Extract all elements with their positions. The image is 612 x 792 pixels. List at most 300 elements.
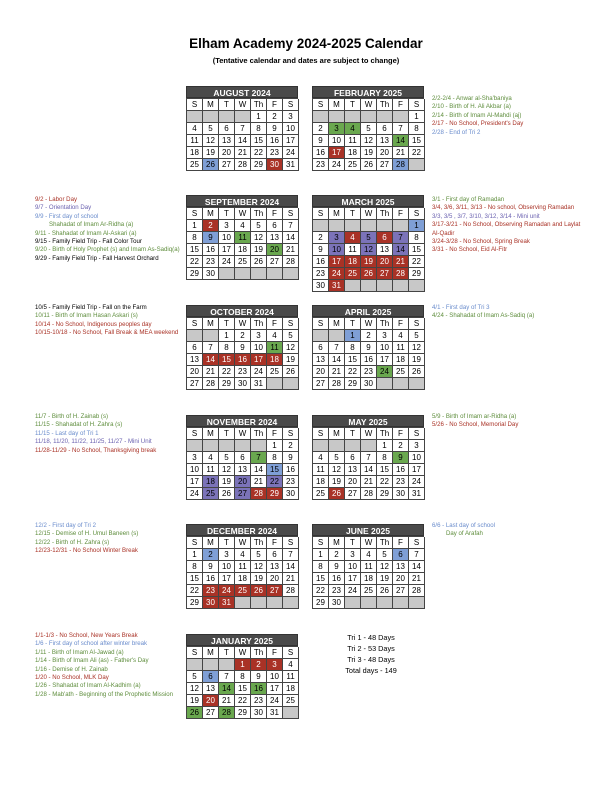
day-cell: 25 bbox=[187, 159, 203, 171]
day-cell: 27 bbox=[377, 268, 393, 280]
day-cell: 4 bbox=[393, 330, 409, 342]
weekday-header: F bbox=[267, 208, 283, 220]
day-cell: 6 bbox=[235, 452, 251, 464]
day-cell: 21 bbox=[329, 366, 345, 378]
day-cell: 17 bbox=[267, 683, 283, 695]
day-cell: 19 bbox=[409, 354, 425, 366]
day-cell: 25 bbox=[361, 585, 377, 597]
weekday-header: W bbox=[235, 208, 251, 220]
empty-day-cell bbox=[267, 597, 283, 609]
weekday-header: F bbox=[393, 208, 409, 220]
day-cell: 6 bbox=[377, 232, 393, 244]
day-cell: 20 bbox=[313, 366, 329, 378]
day-cell: 14 bbox=[361, 464, 377, 476]
day-cell: 1 bbox=[313, 549, 329, 561]
day-cell: 10 bbox=[219, 232, 235, 244]
day-cell: 26 bbox=[251, 585, 267, 597]
day-cell: 20 bbox=[219, 147, 235, 159]
day-cell: 2 bbox=[329, 549, 345, 561]
weekday-header: W bbox=[235, 428, 251, 440]
day-cell: 26 bbox=[203, 159, 219, 171]
month-grid bbox=[312, 98, 424, 171]
day-cell: 8 bbox=[313, 561, 329, 573]
day-cell: 13 bbox=[267, 232, 283, 244]
day-cell: 21 bbox=[361, 476, 377, 488]
empty-day-cell bbox=[377, 111, 393, 123]
day-cell: 5 bbox=[251, 220, 267, 232]
day-cell: 4 bbox=[235, 549, 251, 561]
day-cell: 28 bbox=[283, 585, 299, 597]
weekday-header: Th bbox=[377, 318, 393, 330]
weekday-header: F bbox=[267, 428, 283, 440]
day-cell: 8 bbox=[267, 452, 283, 464]
day-cell: 22 bbox=[409, 256, 425, 268]
note-line: 2/2-2/4 - Anwar al-Sha'baniya bbox=[432, 95, 512, 102]
day-cell: 29 bbox=[377, 488, 393, 500]
notes-nov bbox=[35, 413, 185, 455]
day-cell: 4 bbox=[267, 330, 283, 342]
note-line: 10/15-10/18 - No School, Fall Break & MEA weekend bbox=[35, 329, 179, 337]
empty-day-cell bbox=[203, 330, 219, 342]
day-cell: 21 bbox=[409, 573, 425, 585]
empty-day-cell bbox=[235, 111, 251, 123]
day-cell: 30 bbox=[203, 597, 219, 609]
empty-day-cell bbox=[409, 597, 425, 609]
day-cell: 9 bbox=[361, 342, 377, 354]
weekday-header: T bbox=[345, 99, 361, 111]
day-cell: 21 bbox=[283, 244, 299, 256]
calendar-apr bbox=[312, 305, 424, 390]
note-line: 11/15 - Shahadat of H. Zahra (s) bbox=[35, 421, 123, 429]
day-cell: 7 bbox=[203, 342, 219, 354]
day-cell: 27 bbox=[203, 707, 219, 719]
weekday-header: S bbox=[283, 428, 299, 440]
day-cell: 7 bbox=[393, 123, 409, 135]
empty-day-cell bbox=[203, 440, 219, 452]
day-cell: 21 bbox=[235, 147, 251, 159]
empty-day-cell bbox=[345, 597, 361, 609]
day-cell: 26 bbox=[251, 256, 267, 268]
day-cell: 15 bbox=[267, 464, 283, 476]
day-cell: 29 bbox=[187, 268, 203, 280]
weekday-header: M bbox=[329, 537, 345, 549]
weekday-header: S bbox=[187, 537, 203, 549]
weekday-header: W bbox=[361, 537, 377, 549]
day-cell: 27 bbox=[345, 488, 361, 500]
day-cell: 9 bbox=[283, 452, 299, 464]
day-cell: 19 bbox=[219, 476, 235, 488]
day-cell: 5 bbox=[361, 232, 377, 244]
day-cell: 23 bbox=[267, 147, 283, 159]
day-cell: 14 bbox=[409, 561, 425, 573]
day-cell: 4 bbox=[203, 452, 219, 464]
notes-feb bbox=[432, 95, 582, 137]
day-cell: 2 bbox=[235, 330, 251, 342]
empty-day-cell bbox=[267, 378, 283, 390]
day-cell: 14 bbox=[393, 135, 409, 147]
day-cell: 13 bbox=[187, 354, 203, 366]
month-grid bbox=[186, 536, 298, 609]
day-cell: 4 bbox=[345, 123, 361, 135]
weekday-header: M bbox=[329, 318, 345, 330]
empty-day-cell bbox=[361, 280, 377, 292]
note-line: 1/11 - Birth of Imam Al-Jawad (a) bbox=[35, 648, 124, 656]
day-cell: 13 bbox=[267, 561, 283, 573]
month-title: AUGUST 2024 bbox=[186, 86, 298, 98]
note-line: 11/28-11/29 - No School, Thanksgiving break bbox=[35, 446, 157, 454]
day-cell: 12 bbox=[219, 464, 235, 476]
day-cell: 25 bbox=[345, 159, 361, 171]
day-cell: 12 bbox=[203, 135, 219, 147]
empty-day-cell bbox=[377, 597, 393, 609]
weekday-header: S bbox=[313, 99, 329, 111]
day-cell: 18 bbox=[235, 244, 251, 256]
month-grid bbox=[186, 207, 298, 280]
note-line: 3/24-3/28 - No School, Spring Break bbox=[432, 238, 530, 246]
day-cell: 22 bbox=[187, 585, 203, 597]
empty-day-cell bbox=[235, 440, 251, 452]
weekday-header: F bbox=[267, 537, 283, 549]
day-cell: 23 bbox=[203, 256, 219, 268]
day-cell: 10 bbox=[345, 561, 361, 573]
day-cell: 27 bbox=[313, 378, 329, 390]
day-cell: 20 bbox=[203, 695, 219, 707]
day-cell: 14 bbox=[219, 683, 235, 695]
weekday-header: S bbox=[313, 208, 329, 220]
day-cell: 13 bbox=[393, 561, 409, 573]
notes-mar bbox=[432, 196, 582, 255]
calendar-aug bbox=[186, 86, 298, 171]
day-cell: 29 bbox=[409, 268, 425, 280]
calendar-dec bbox=[186, 524, 298, 609]
note-line: 12/22 - Birth of H. Zahra (s) bbox=[35, 538, 110, 546]
day-cell: 16 bbox=[235, 354, 251, 366]
day-cell: 3 bbox=[283, 111, 299, 123]
day-cell: 24 bbox=[409, 476, 425, 488]
empty-day-cell bbox=[393, 111, 409, 123]
day-cell: 5 bbox=[329, 452, 345, 464]
day-cell: 28 bbox=[329, 378, 345, 390]
day-cell: 2 bbox=[283, 440, 299, 452]
day-cell: 2 bbox=[393, 440, 409, 452]
note-line: 9/9 - First day of school bbox=[35, 212, 99, 220]
day-cell: 6 bbox=[187, 342, 203, 354]
page-subtitle: (Tentative calendar and dates are subject to change) bbox=[212, 56, 400, 65]
month-grid bbox=[186, 646, 298, 719]
empty-day-cell bbox=[361, 597, 377, 609]
day-cell: 5 bbox=[251, 549, 267, 561]
note-line: 3/31 - No School, Eid Al-Fitr bbox=[432, 246, 508, 254]
day-cell: 23 bbox=[203, 585, 219, 597]
empty-day-cell bbox=[393, 280, 409, 292]
day-cell: 21 bbox=[203, 366, 219, 378]
day-cell: 22 bbox=[235, 695, 251, 707]
note-line: 1/20 - No School, MLK Day bbox=[35, 674, 109, 682]
weekday-header: F bbox=[267, 99, 283, 111]
day-cell: 15 bbox=[409, 244, 425, 256]
weekday-header: S bbox=[283, 99, 299, 111]
day-cell: 3 bbox=[329, 232, 345, 244]
day-cell: 14 bbox=[283, 232, 299, 244]
empty-day-cell bbox=[409, 280, 425, 292]
day-cell: 3 bbox=[329, 123, 345, 135]
calendar-nov bbox=[186, 415, 298, 500]
day-cell: 13 bbox=[235, 464, 251, 476]
month-title: NOVEMBER 2024 bbox=[186, 415, 298, 427]
day-cell: 15 bbox=[377, 464, 393, 476]
weekday-header: Th bbox=[377, 99, 393, 111]
day-cell: 22 bbox=[377, 476, 393, 488]
note-line: 9/7 - Orientation Day bbox=[35, 204, 92, 212]
note-line: 3/3, 3/5 , 3/7, 3/10, 3/12, 3/14 - Mini unit bbox=[432, 212, 540, 220]
day-cell: 29 bbox=[219, 378, 235, 390]
empty-day-cell bbox=[393, 597, 409, 609]
day-cell: 23 bbox=[361, 366, 377, 378]
day-cell: 9 bbox=[393, 452, 409, 464]
day-cell: 2 bbox=[313, 123, 329, 135]
day-cell: 20 bbox=[187, 366, 203, 378]
day-cell: 13 bbox=[313, 354, 329, 366]
weekday-header: T bbox=[219, 208, 235, 220]
day-cell: 20 bbox=[267, 573, 283, 585]
calendar-oct bbox=[186, 305, 298, 390]
day-cell: 27 bbox=[187, 378, 203, 390]
calendar-mar bbox=[312, 195, 424, 292]
day-cell: 23 bbox=[251, 695, 267, 707]
weekday-header: S bbox=[283, 647, 299, 659]
empty-day-cell bbox=[409, 159, 425, 171]
day-cell: 3 bbox=[219, 220, 235, 232]
weekday-header: S bbox=[313, 428, 329, 440]
totals-line: Tri 2 - 53 Days bbox=[347, 644, 395, 653]
empty-day-cell bbox=[251, 268, 267, 280]
day-cell: 6 bbox=[393, 549, 409, 561]
day-cell: 28 bbox=[251, 488, 267, 500]
day-cell: 19 bbox=[377, 573, 393, 585]
note-line: Day of Arafah bbox=[446, 530, 483, 538]
weekday-header: W bbox=[361, 428, 377, 440]
empty-day-cell bbox=[267, 268, 283, 280]
day-cell: 7 bbox=[283, 549, 299, 561]
day-cell: 1 bbox=[377, 440, 393, 452]
notes-apr bbox=[432, 304, 582, 321]
weekday-header: S bbox=[187, 99, 203, 111]
empty-day-cell bbox=[329, 220, 345, 232]
day-cell: 10 bbox=[187, 464, 203, 476]
weekday-header: M bbox=[329, 208, 345, 220]
weekday-header: S bbox=[409, 428, 425, 440]
day-cell: 7 bbox=[393, 232, 409, 244]
weekday-header: Th bbox=[377, 537, 393, 549]
day-cell: 21 bbox=[251, 476, 267, 488]
month-title: OCTOBER 2024 bbox=[186, 305, 298, 317]
month-title: MARCH 2025 bbox=[312, 195, 424, 207]
day-cell: 22 bbox=[219, 366, 235, 378]
day-cell: 13 bbox=[203, 683, 219, 695]
note-line: 1/14 - Birth of Imam Ali (as) - Father's Day bbox=[35, 657, 149, 665]
empty-day-cell bbox=[203, 111, 219, 123]
day-cell: 28 bbox=[219, 707, 235, 719]
day-cell: 1 bbox=[187, 549, 203, 561]
day-cell: 19 bbox=[187, 695, 203, 707]
day-cell: 27 bbox=[393, 585, 409, 597]
day-cell: 9 bbox=[313, 135, 329, 147]
note-line: 1/28 - Mab'ath - Beginning of the Prophetic Mission bbox=[35, 690, 174, 698]
day-cell: 8 bbox=[235, 671, 251, 683]
day-cell: 18 bbox=[267, 354, 283, 366]
empty-day-cell bbox=[313, 111, 329, 123]
weekday-header: S bbox=[283, 318, 299, 330]
day-cell: 14 bbox=[203, 354, 219, 366]
month-grid bbox=[312, 427, 424, 500]
weekday-header: W bbox=[361, 318, 377, 330]
empty-day-cell bbox=[361, 220, 377, 232]
day-cell: 7 bbox=[219, 671, 235, 683]
day-cell: 3 bbox=[251, 330, 267, 342]
day-cell: 9 bbox=[267, 123, 283, 135]
day-cell: 11 bbox=[187, 135, 203, 147]
note-line: 9/2 - Labor Day bbox=[35, 196, 78, 203]
day-cell: 8 bbox=[345, 342, 361, 354]
note-line: 2/14 - Birth of Imam Al-Mahdi (aj) bbox=[432, 111, 522, 119]
day-cell: 26 bbox=[361, 159, 377, 171]
weekday-header: F bbox=[393, 428, 409, 440]
note-line: 4/1 - First day of Tri 3 bbox=[432, 304, 490, 311]
empty-day-cell bbox=[329, 330, 345, 342]
day-cell: 18 bbox=[393, 354, 409, 366]
day-cell: 5 bbox=[219, 452, 235, 464]
weekday-header: M bbox=[203, 318, 219, 330]
note-line: 2/28 - End of Tri 2 bbox=[432, 128, 481, 136]
month-grid bbox=[186, 317, 298, 390]
day-cell: 13 bbox=[219, 135, 235, 147]
day-cell: 14 bbox=[329, 354, 345, 366]
day-cell: 18 bbox=[345, 256, 361, 268]
empty-day-cell bbox=[283, 268, 299, 280]
note-line: 11/7 - Birth of H. Zainab (s) bbox=[35, 413, 109, 420]
weekday-header: T bbox=[345, 537, 361, 549]
day-cell: 26 bbox=[409, 366, 425, 378]
day-cell: 16 bbox=[283, 464, 299, 476]
day-cell: 1 bbox=[187, 220, 203, 232]
day-cell: 13 bbox=[377, 244, 393, 256]
day-cell: 9 bbox=[313, 244, 329, 256]
day-cell: 6 bbox=[267, 549, 283, 561]
day-cell: 12 bbox=[251, 561, 267, 573]
day-cell: 25 bbox=[235, 256, 251, 268]
day-cell: 12 bbox=[377, 561, 393, 573]
totals-line: Tri 3 - 48 Days bbox=[347, 655, 395, 664]
day-cell: 11 bbox=[267, 342, 283, 354]
month-grid bbox=[186, 427, 298, 500]
empty-day-cell bbox=[219, 659, 235, 671]
day-cell: 27 bbox=[235, 488, 251, 500]
day-cell: 3 bbox=[267, 659, 283, 671]
day-cell: 20 bbox=[345, 476, 361, 488]
day-cell: 6 bbox=[345, 452, 361, 464]
day-cell: 23 bbox=[283, 476, 299, 488]
note-line: 10/5 - Family Field Trip - Fall on the Farm bbox=[35, 304, 147, 311]
day-cell: 27 bbox=[377, 159, 393, 171]
day-cell: 11 bbox=[235, 232, 251, 244]
day-cell: 15 bbox=[235, 683, 251, 695]
note-line: 2/17 - No School, President's Day bbox=[432, 120, 524, 128]
weekday-header: F bbox=[393, 318, 409, 330]
weekday-header: W bbox=[361, 208, 377, 220]
day-cell: 14 bbox=[235, 135, 251, 147]
day-cell: 25 bbox=[313, 488, 329, 500]
day-cell: 9 bbox=[235, 342, 251, 354]
weekday-header: W bbox=[235, 99, 251, 111]
empty-day-cell bbox=[345, 220, 361, 232]
empty-day-cell bbox=[251, 440, 267, 452]
day-cell: 6 bbox=[377, 123, 393, 135]
note-line: 1/16 - Demise of H. Zainab bbox=[35, 665, 108, 673]
day-cell: 22 bbox=[251, 147, 267, 159]
day-cell: 28 bbox=[235, 159, 251, 171]
day-cell: 16 bbox=[329, 573, 345, 585]
weekday-header: S bbox=[313, 537, 329, 549]
day-cell: 25 bbox=[393, 366, 409, 378]
day-cell: 21 bbox=[283, 573, 299, 585]
empty-day-cell bbox=[393, 220, 409, 232]
day-cell: 24 bbox=[345, 585, 361, 597]
weekday-header: F bbox=[393, 99, 409, 111]
empty-day-cell bbox=[377, 378, 393, 390]
weekday-header: Th bbox=[251, 647, 267, 659]
empty-day-cell bbox=[313, 220, 329, 232]
day-cell: 29 bbox=[345, 378, 361, 390]
day-cell: 18 bbox=[203, 476, 219, 488]
day-cell: 19 bbox=[251, 573, 267, 585]
weekday-header: T bbox=[219, 99, 235, 111]
note-line: 9/29 - Family Field Trip - Fall Harvest Orchard bbox=[35, 254, 159, 262]
day-cell: 8 bbox=[377, 452, 393, 464]
weekday-header: W bbox=[361, 99, 377, 111]
empty-day-cell bbox=[235, 268, 251, 280]
weekday-header: S bbox=[187, 428, 203, 440]
day-cell: 15 bbox=[187, 573, 203, 585]
day-cell: 5 bbox=[361, 123, 377, 135]
day-cell: 31 bbox=[267, 707, 283, 719]
day-cell: 17 bbox=[283, 135, 299, 147]
day-cell: 24 bbox=[219, 256, 235, 268]
day-cell: 8 bbox=[251, 123, 267, 135]
weekday-header: W bbox=[235, 647, 251, 659]
day-cell: 10 bbox=[329, 244, 345, 256]
weekday-header: S bbox=[283, 208, 299, 220]
day-cell: 9 bbox=[203, 561, 219, 573]
empty-day-cell bbox=[203, 659, 219, 671]
weekday-header: F bbox=[267, 318, 283, 330]
empty-day-cell bbox=[345, 111, 361, 123]
weekday-header: F bbox=[267, 647, 283, 659]
day-cell: 22 bbox=[313, 585, 329, 597]
day-cell: 25 bbox=[267, 366, 283, 378]
weekday-header: S bbox=[187, 647, 203, 659]
day-cell: 16 bbox=[313, 256, 329, 268]
day-cell: 19 bbox=[361, 256, 377, 268]
day-cell: 2 bbox=[267, 111, 283, 123]
day-cell: 16 bbox=[393, 464, 409, 476]
day-cell: 31 bbox=[409, 488, 425, 500]
day-cell: 5 bbox=[283, 330, 299, 342]
day-cell: 11 bbox=[393, 342, 409, 354]
day-cell: 15 bbox=[219, 354, 235, 366]
day-cell: 3 bbox=[377, 330, 393, 342]
trimester-totals bbox=[326, 632, 416, 676]
day-cell: 24 bbox=[329, 268, 345, 280]
